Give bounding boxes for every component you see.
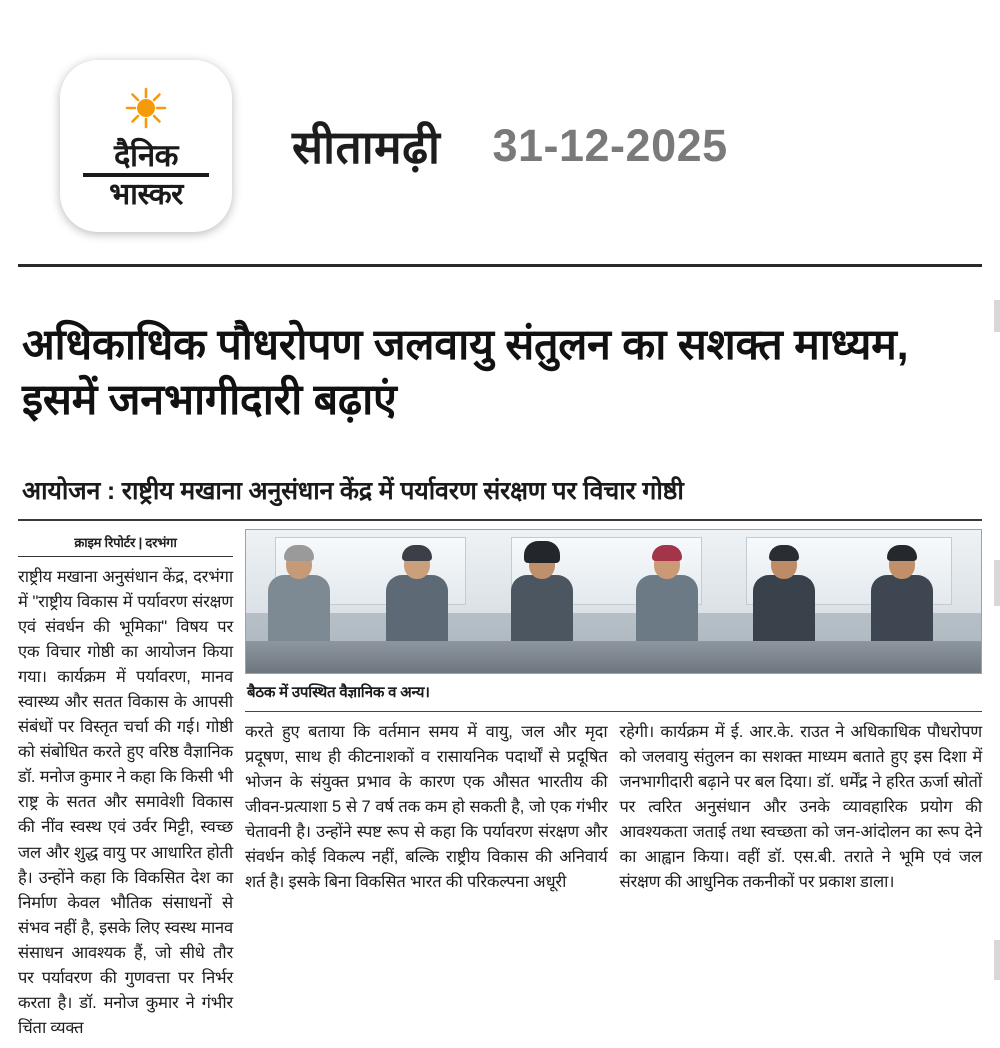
paragraph: करते हुए बताया कि वर्तमान समय में वायु, जल और मृदा प्रदूषण, साथ ही कीटनाशकों व रासायनिक पदार्थों से प्रदूषित भोजन के संयुक्त प्रभाव के कारण एक औसत भारतीय की जीवन-प्रत्याशा 5 से 7 वर्ष तक कम हो सकती है, जो एक गंभीर चेतावनी है। उन्होंने स्पष्ट रूप से कहा कि पर्यावरण संरक्षण और संवर्धन कोई विकल्प नहीं, बल्कि राष्ट्रीय विकास की अनिवार्य शर्त है। इसके बिना विकसित भारत की परिकल्पना अधूरी — [245, 722, 608, 892]
article-body — [0, 527, 1000, 1048]
photo-person — [386, 551, 448, 641]
logo-divider — [83, 173, 209, 177]
article-column-1 — [18, 527, 233, 1048]
page-title: अधिकाधिक पौधरोपण जलवायु संतुलन का सशक्त माध्यम, इसमें जनभागीदारी बढ़ाएं — [22, 320, 909, 424]
issue-date: 31-12-2025 — [492, 120, 728, 171]
photo-person — [871, 551, 933, 641]
subhead-divider — [18, 519, 982, 521]
page-edge-marks — [994, 0, 1000, 1000]
article-column-3 — [620, 720, 983, 903]
top-divider — [18, 264, 982, 267]
article-column-2 — [245, 720, 608, 903]
photo-table — [246, 641, 981, 672]
paragraph: राष्ट्रीय मखाना अनुसंधान केंद्र, दरभंगा में "राष्ट्रीय विकास में पर्यावरण संरक्षण एवं संवर्धन की भूमिका" विषय पर एक विचार गोष्ठी का आयोजन किया गया। कार्यक्रम में पर्यावरण, मानव स्वास्थ्य और सतत विकास के आपसी संबंधों पर विस्तृत चर्चा की गई। गोष्ठी को संबोधित करते हुए वरिष्ठ वैज्ञानिक डॉ. मनोज कुमार ने कहा कि किसी भी राष्ट्र के सतत और समावेशी विकास की नींव स्वस्थ एवं उर्वर मिट्टी, स्वच्छ जल और शुद्ध वायु पर आधारित होती है। उन्होंने कहा कि विकसित देश का निर्माण केवल भौतिक संसाधनों से संभव नहीं है, इसके लिए स्वस्थ मानव संसाधन आवश्यक हैं, जो सीधे तौर पर पर्यावरण की गुणवत्ता पर निर्भर करता है। डॉ. मनोज कुमार ने गंभीर चिंता व्यक्त — [18, 567, 233, 1038]
photo-person — [753, 551, 815, 641]
sun-icon — [124, 86, 168, 135]
logo-line-1: दैनिक — [113, 138, 178, 174]
edition-name: सीतामढ़ी — [292, 121, 441, 173]
photo-caption: बैठक में उपस्थित वैज्ञानिक व अन्य। — [245, 674, 982, 712]
photo-person — [268, 551, 330, 641]
logo-line-2: भास्कर — [109, 178, 183, 212]
photo-person — [636, 551, 698, 641]
photo-image — [245, 529, 982, 674]
byline: क्राइम रिपोर्टर | दरभंगा — [18, 527, 233, 557]
meeting-photo — [245, 529, 982, 712]
dainik-bhaskar-logo[interactable] — [60, 60, 232, 232]
paragraph: रहेगी। कार्यक्रम में ई. आर.के. राउत ने अधिकाधिक पौधरोपण को जलवायु संतुलन का सशक्त माध्यम बताते हुए इस दिशा में जनभागीदारी बढ़ाने पर बल दिया। डॉ. धर्मेंद्र ने हरित ऊर्जा स्रोतों पर त्वरित अनुसंधान और उनके व्यावहारिक प्रयोग की आवश्यकता जताई तथा स्वच्छता को जन-आंदोलन का रूप देने का आह्वान किया। वहीं डॉ. एस.बी. तराते ने भूमि एवं जल संरक्षण की आधुनिक तकनीकों पर प्रकाश डाला। — [619, 722, 982, 892]
article-subhead: आयोजन : राष्ट्रीय मखाना अनुसंधान केंद्र में पर्यावरण संरक्षण पर विचार गोष्ठी — [22, 476, 684, 505]
photo-person — [511, 551, 573, 641]
masthead — [0, 0, 1000, 240]
article-photo-and-columns — [245, 527, 982, 1048]
